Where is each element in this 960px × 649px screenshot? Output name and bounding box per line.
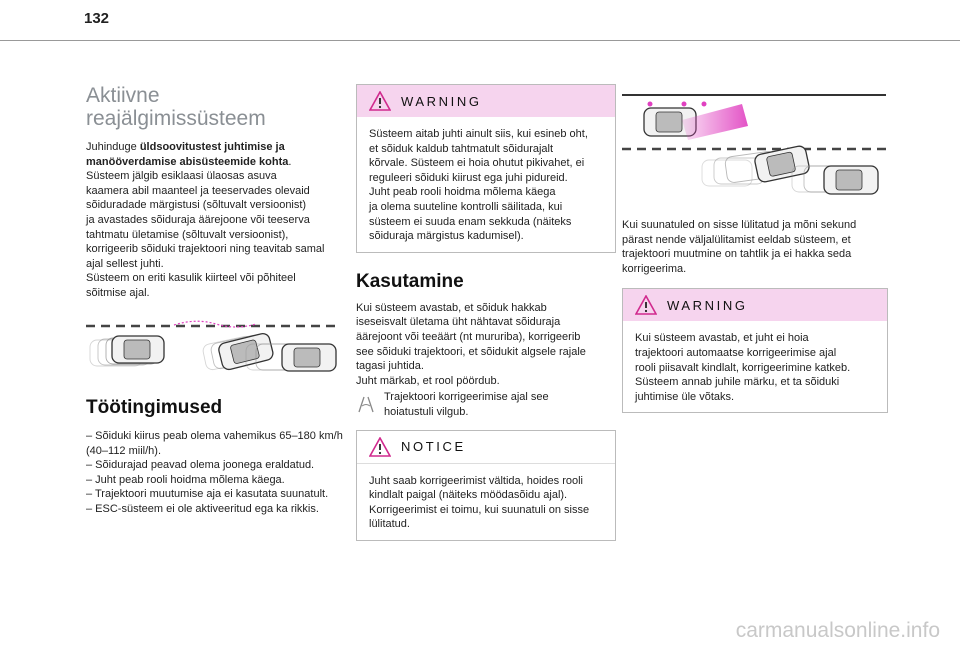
lane-warning-light-icon (356, 394, 376, 414)
warning-triangle-icon (635, 295, 657, 315)
column3-paragraph (622, 218, 888, 276)
notice-label: NOTICE (401, 439, 466, 454)
top-rule (0, 40, 960, 41)
warning-line: Juht peab rooli hoidma mõlema käega (369, 186, 556, 199)
body-line: ja avastades sõiduraja äärejoone või teeserva (86, 213, 310, 226)
warning-line: juhtimise üle võtaks. (635, 390, 735, 403)
body-line: Süsteem on eriti kasulik kiirteel või põhiteel (86, 272, 296, 285)
car-5 (754, 145, 811, 183)
warning-line: Süsteem annab juhile märku, et ta sõiduki (635, 376, 840, 389)
page-number: 132 (84, 10, 110, 27)
warning-label-2: WARNING (667, 297, 748, 313)
body-line: trajektoori muutmine on tahtlik ja ei hakka seda (622, 248, 852, 261)
warning-line: reguleeri sõiduki kiirust ega juhi pidureid. (369, 171, 568, 184)
body-line: pärast nende väljalülitamist eeldab süsteem, et (622, 233, 851, 246)
intro-post: . (288, 155, 292, 168)
usage-line: iseseisvalt ületama üht nähtavat sõiduraja (356, 316, 561, 329)
warning-box-2 (622, 288, 888, 413)
intro-paragraph (86, 140, 348, 301)
intro-pre: Juhinduge (86, 141, 140, 153)
notice-line: Juht saab korrigeerimist vältida, hoides rooli (369, 474, 583, 487)
warning-line: Süsteem aitab juhti ainult siis, kui esineb oht, (369, 128, 588, 140)
column-3 (622, 218, 888, 413)
warning-box (356, 84, 616, 253)
section-title (86, 84, 348, 130)
condition-item: – ESC-süsteem ei ole aktiveeritud ega ka rikkis. (86, 502, 319, 515)
body-line: korrigeerima. (622, 262, 687, 275)
section-title-line1: Aktiivne (86, 84, 160, 107)
conditions-heading: Töötingimused (86, 397, 223, 418)
condition-item: – Sõidurajad peavad olema joonega eraldatud. (86, 459, 315, 472)
indicator-light (702, 102, 707, 107)
intro-bold: üldsoovitustest juhtimise ja manööverdamise abisüsteemide kohta (86, 141, 289, 168)
notice-line: Korrigeerimist ei toimu, kui suunatuli on sisse (369, 503, 590, 516)
body-line: Süsteem jälgib esiklaasi ülaosas asuva (86, 170, 277, 183)
body-line: tahtmatu ületamise (sõltuvalt versioonist), (86, 228, 289, 241)
warning-triangle-icon (369, 91, 391, 111)
conditions-section (86, 397, 348, 517)
body-line: ajal sellest juhti. (86, 257, 164, 270)
usage-line: Juht märkab, et rool pöördub. (356, 374, 500, 387)
warning-header (357, 85, 615, 117)
car-1 (112, 336, 164, 363)
warning-line: rooli piisavalt kindlalt, korrigeerimine katkeb. (635, 361, 851, 374)
notice-line: lülitatud. (369, 518, 410, 531)
condition-item: – Juht peab rooli hoidma mõlema käega. (86, 473, 285, 486)
usage-line: see sõiduki trajektoori, et sõidukit algsele rajale (356, 345, 586, 358)
body-line: sõiduradade märgistusi (sõltuvalt versioonist) (86, 199, 307, 212)
warning-line: trajektoori automaatse korrigeerimise ajal (635, 346, 837, 359)
warning-line: ja olema suuteline kontrolli säilitada, kui (369, 200, 563, 213)
warning-body (357, 117, 615, 252)
usage-line: tagasi juhtida. (356, 360, 424, 373)
warning-line: et sõiduk kaldub tahtmatult sõidurajalt (369, 142, 554, 155)
warning-label: WARNING (401, 93, 482, 109)
column-1 (86, 84, 348, 301)
warning-line: süsteem ei suuda enam sekkuda (näiteks (369, 215, 572, 228)
warning-line: sõiduraja märgistus kadumisel). (369, 230, 524, 243)
indicator-light (648, 102, 653, 107)
hint-line: Trajektoori korrigeerimise ajal see (384, 391, 549, 404)
lane-correction-illustration (86, 318, 340, 380)
body-line: Kui suunatuled on sisse lülitatud ja mõni sekund (622, 219, 857, 231)
notice-header (357, 431, 615, 464)
notice-box (356, 430, 616, 541)
notice-line: kindlalt paigal (näiteks möödasõidu ajal). (369, 489, 568, 502)
body-line: kaamera abil maanteel ja teeservades olevaid (86, 184, 310, 197)
condition-item: – Sõiduki kiirus peab olema vahemikus 65–180 km/h (40–112 miil/h). (86, 430, 343, 457)
usage-paragraph (356, 301, 616, 389)
warning-line: Kui süsteem avastab, et juht ei hoia (635, 332, 809, 345)
notice-triangle-icon (369, 437, 391, 457)
column-2 (356, 84, 616, 541)
hint-row (356, 390, 616, 419)
hint-text (384, 390, 549, 419)
usage-heading: Kasutamine (356, 270, 464, 292)
hint-line: hoiatustuli vilgub. (384, 405, 469, 418)
lane-change-illustration (622, 94, 886, 202)
section-title-line2: reajälgimissüsteem (86, 107, 266, 130)
watermark: carmanualsonline.info (735, 619, 940, 642)
warning-header-2 (623, 289, 887, 321)
car-6 (824, 166, 878, 194)
body-line: korrigeerib sõiduki trajektoori ning teavitab samal (86, 243, 325, 256)
usage-line: äärejoont või teeäärt (nt mururiba), korrigeerib (356, 330, 581, 343)
conditions-list (86, 429, 348, 517)
notice-body (357, 464, 615, 540)
car-3 (282, 344, 336, 371)
warning-line: kõrvale. Süsteem ei hoia ohutut pikivahet, ei (369, 157, 585, 170)
condition-item: – Trajektoori muutumise aja ei kasutata suunatult. (86, 488, 329, 501)
indicator-light (682, 102, 687, 107)
warning-body-2 (623, 321, 887, 412)
usage-line: Kui süsteem avastab, et sõiduk hakkab (356, 301, 547, 314)
body-line: sõitmise ajal. (86, 286, 150, 299)
